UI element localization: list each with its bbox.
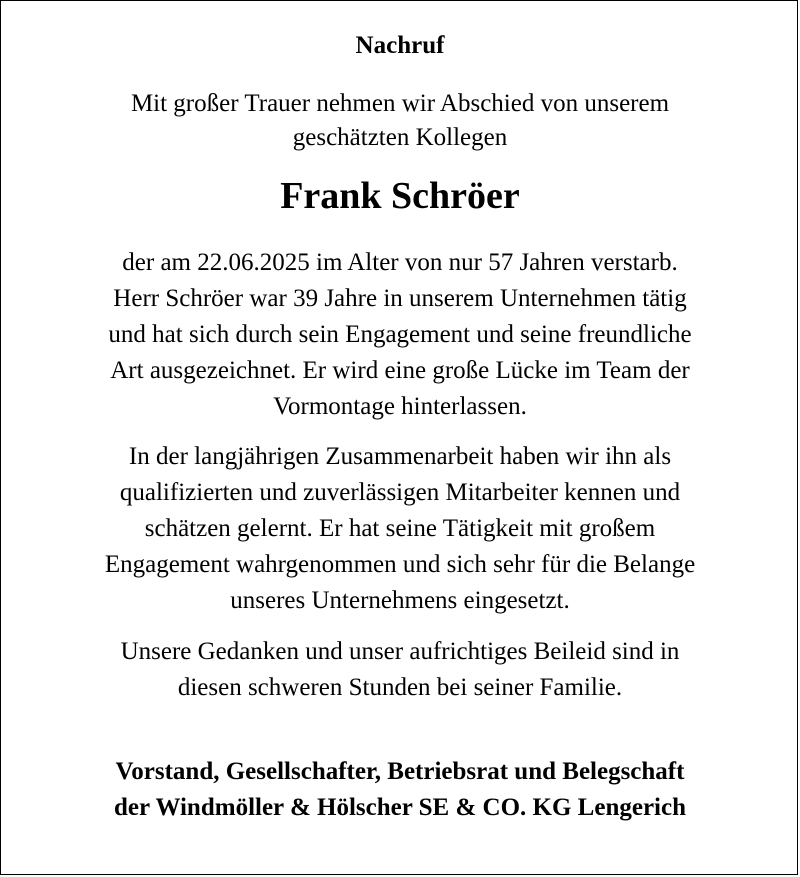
paragraph-condolence (1, 634, 799, 706)
paragraph-line: Vormontage hinterlassen. (273, 393, 527, 420)
paragraph-line: Engagement wahrgenommen und sich sehr für die Belange (104, 551, 696, 578)
paragraph-career (1, 245, 799, 425)
name-text: Frank Schröer (280, 175, 520, 217)
heading-text: Nachruf (355, 32, 445, 59)
paragraph-line: qualifizierten und zuverlässigen Mitarbeiter kennen und (119, 479, 681, 506)
signature-block (1, 754, 799, 826)
signature-line: Vorstand, Gesellschafter, Betriebsrat und Belegschaft (115, 758, 685, 785)
intro-line: geschätzten Kollegen (292, 124, 508, 151)
paragraph-line: unseres Unternehmens eingesetzt. (230, 587, 570, 614)
signature-line: der Windmöller & Hölscher SE & CO. KG Lengerich (114, 794, 686, 821)
paragraph-line: In der langjährigen Zusammenarbeit haben wir ihn als (128, 443, 672, 470)
paragraph-line: Unsere Gedanken und unser aufrichtiges Beileid sind in (120, 638, 680, 665)
intro-line: Mit großer Trauer nehmen wir Abschied von unserem (130, 90, 670, 117)
paragraph-collaboration (1, 439, 799, 619)
paragraph-line: und hat sich durch sein Engagement und seine freundliche (108, 321, 692, 348)
paragraph-line: Herr Schröer war 39 Jahre in unserem Unternehmen tätig (113, 285, 687, 312)
deceased-name (1, 171, 799, 221)
paragraph-line: diesen schweren Stunden bei seiner Familie. (177, 674, 623, 701)
intro-text (1, 87, 799, 155)
paragraph-line: Art ausgezeichnet. Er wird eine große Lücke im Team der (110, 357, 690, 384)
paragraph-line: der am 22.06.2025 im Alter von nur 57 Jahren verstarb. (122, 249, 678, 276)
notice-heading (1, 29, 799, 63)
paragraph-line: schätzen gelernt. Er hat seine Tätigkeit mit großem (144, 515, 656, 542)
